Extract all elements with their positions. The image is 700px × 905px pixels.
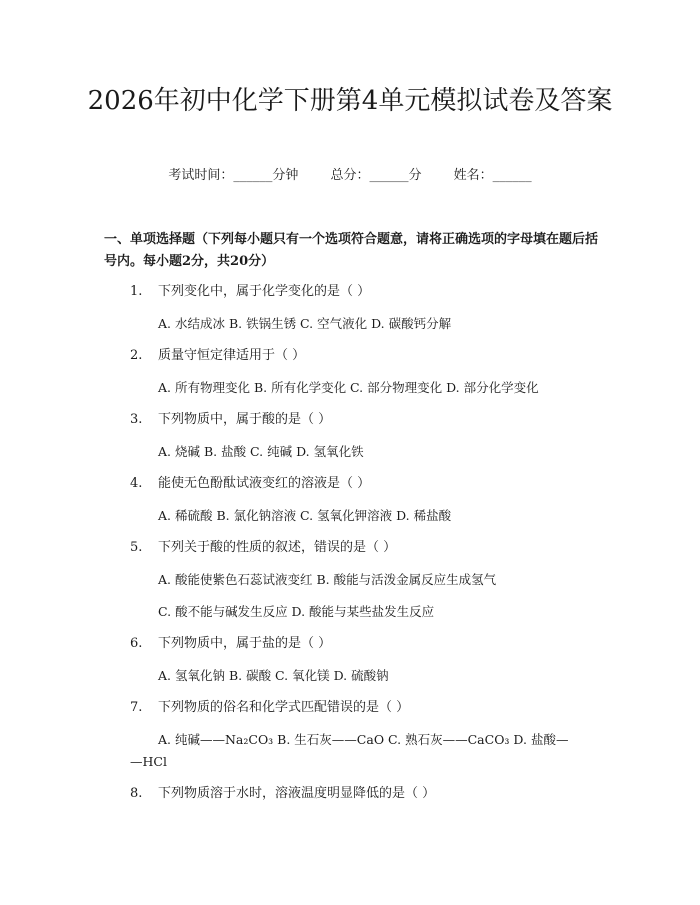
question-text: 下列物质中，属于盐的是（ ） bbox=[158, 636, 332, 651]
question-text: 下列物质溶于水时，溶液温度明显降低的是（ ） bbox=[158, 786, 436, 801]
question-1-options: A. 水结成冰 B. 铁锅生锈 C. 空气液化 D. 碳酸钙分解 bbox=[158, 316, 452, 331]
question-8 bbox=[130, 784, 435, 804]
question-text: 能使无色酚酞试液变红的溶液是（ ） bbox=[158, 476, 371, 491]
question-5-options-line2: C. 酸不能与碱发生反应 D. 酸能与某些盐发生反应 bbox=[158, 604, 435, 619]
question-6-options: A. 氢氧化钠 B. 碳酸 C. 氧化镁 D. 硫酸钠 bbox=[158, 668, 389, 683]
question-4 bbox=[130, 474, 370, 494]
question-text: 下列变化中，属于化学变化的是（ ） bbox=[158, 284, 371, 299]
question-number: 5. bbox=[130, 540, 143, 555]
question-2 bbox=[130, 346, 305, 366]
question-text: 质量守恒定律适用于（ ） bbox=[158, 348, 306, 363]
question-6 bbox=[130, 634, 331, 654]
question-text: 下列物质的俗名和化学式匹配错误的是（ ） bbox=[158, 700, 410, 715]
exam-name: 姓名：______ bbox=[453, 168, 532, 183]
question-number: 8. bbox=[130, 786, 143, 801]
question-number: 3. bbox=[130, 412, 143, 427]
question-number: 2. bbox=[130, 348, 143, 363]
question-text: 下列关于酸的性质的叙述，错误的是（ ） bbox=[158, 540, 397, 555]
question-7-options: A. 纯碱——Na₂CO₃ B. 生石灰——CaO C. 熟石灰——CaCO₃ D. 盐酸— bbox=[158, 732, 569, 747]
section-title: 一、单项选择题（下列每小题只有一个选项符合题意，请将正确选项的字母填在题后括号内。每小题2分，共20分） bbox=[104, 232, 599, 269]
question-4-options: A. 稀硫酸 B. 氯化钠溶液 C. 氢氧化钾溶液 D. 稀盐酸 bbox=[158, 508, 452, 523]
question-1 bbox=[130, 282, 370, 302]
question-2-options: A. 所有物理变化 B. 所有化学变化 C. 部分物理变化 D. 部分化学变化 bbox=[158, 380, 539, 395]
question-7-options-wrap: —HCl bbox=[130, 754, 167, 769]
exam-time: 考试时间：______分钟 bbox=[168, 168, 299, 183]
question-5-options: A. 酸能使紫色石蕊试液变红 B. 酸能与活泼金属反应生成氢气 bbox=[158, 572, 497, 587]
exam-title: 2026年初中化学下册第4单元模拟试卷及答案 bbox=[87, 86, 613, 116]
question-3 bbox=[130, 410, 331, 430]
question-5 bbox=[130, 538, 396, 558]
question-number: 7. bbox=[130, 700, 143, 715]
question-text: 下列物质中，属于酸的是（ ） bbox=[158, 412, 332, 427]
question-number: 1. bbox=[130, 284, 143, 299]
question-number: 6. bbox=[130, 636, 143, 651]
question-3-options: A. 烧碱 B. 盐酸 C. 纯碱 D. 氢氧化铁 bbox=[158, 444, 364, 459]
question-number: 4. bbox=[130, 476, 143, 491]
exam-score: 总分：______分 bbox=[330, 168, 422, 183]
question-7 bbox=[130, 698, 409, 718]
exam-meta bbox=[0, 166, 700, 186]
